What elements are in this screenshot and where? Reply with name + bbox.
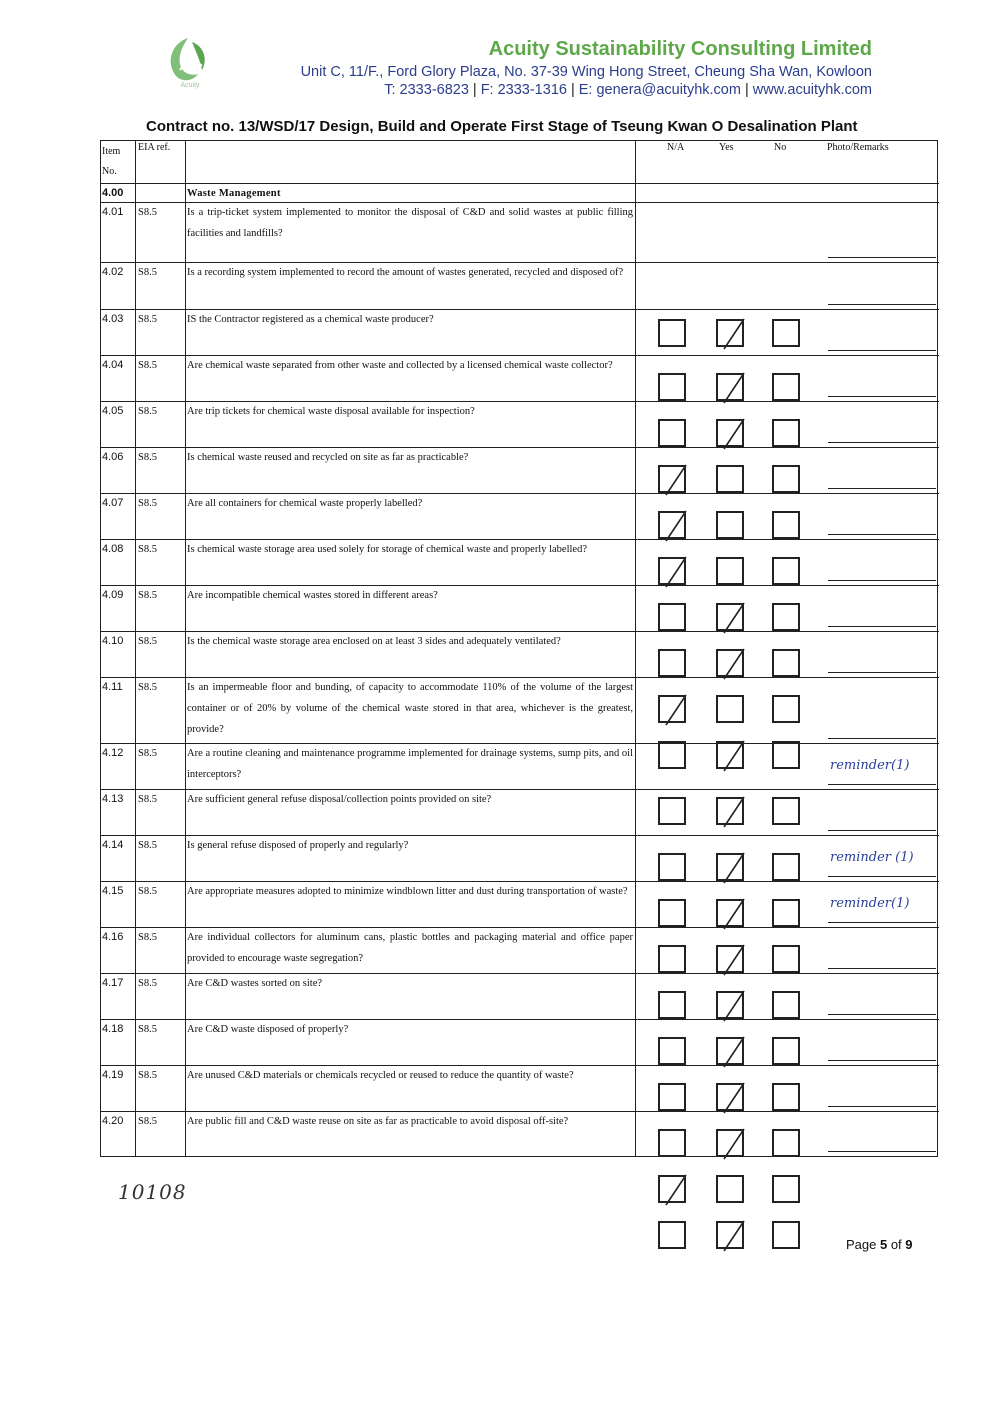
checkbox-yes[interactable] [716,853,744,881]
question-text: Are sufficient general refuse disposal/collection points provided on site? [187,794,492,805]
question-text: Is an impermeable floor and bunding, of capacity to accommodate 110% of the volume of the largest container or of 20% by volume of the chemical waste stored in that area, whichever is the greatest, provide? [187,682,633,735]
item-number: 4.01 [102,206,124,218]
header-yes: Yes [719,142,734,153]
item-number: 4.05 [102,405,124,417]
eia-reference: S8.5 [138,406,157,417]
checkbox-yes[interactable] [716,373,744,401]
remarks-line[interactable] [828,1106,936,1107]
question-text: Is general refuse disposed of properly and regularly? [187,840,409,851]
eia-reference: S8.5 [138,886,157,897]
eia-reference: S8.5 [138,267,157,278]
header-eia-ref: EIA ref. [138,142,171,153]
remarks-line[interactable] [828,488,936,489]
question-text: Are all containers for chemical waste properly labelled? [187,498,423,509]
checkbox-na[interactable] [658,511,686,539]
checkbox-na[interactable] [658,1037,686,1065]
eia-reference: S8.5 [138,840,157,851]
fax: F: 2333-1316 [480,82,567,98]
item-number: 4.15 [102,885,124,897]
question-text: Are unused C&D materials or chemicals recycled or reused to reduce the quantity of waste? [187,1070,574,1081]
checkbox-no[interactable] [772,1037,800,1065]
checkbox-na[interactable] [658,557,686,585]
separator: | [472,82,477,98]
item-number: 4.04 [102,359,124,371]
eia-reference: S8.5 [138,794,157,805]
column-divider [135,141,136,1156]
checkbox-no[interactable] [772,991,800,1019]
website: www.acuityhk.com [752,82,872,98]
phone: T: 2333-6823 [384,82,469,98]
checkbox-no[interactable] [772,741,800,769]
logo-caption: Acuity [180,82,200,89]
eia-reference: S8.5 [138,1070,157,1081]
column-divider [185,141,186,1156]
item-number: 4.13 [102,793,124,805]
company-address: Unit C, 11/F., Ford Glory Plaza, No. 37-39 Wing Hong Street, Cheung Sha Wan, Kowloon [300,64,872,80]
checkbox-yes[interactable] [716,419,744,447]
email: E: genera@acuityhk.com [578,82,741,98]
column-divider [635,141,636,1156]
handwritten-remark: reminder(1) [830,758,910,773]
checkbox-no[interactable] [772,319,800,347]
checkbox-na[interactable] [658,1129,686,1157]
eia-reference: S8.5 [138,682,157,693]
item-number: 4.08 [102,543,124,555]
question-text: Are incompatible chemical wastes stored in different areas? [187,590,438,601]
header-na: N/A [667,142,685,153]
remarks-line[interactable] [828,626,936,627]
checkbox-no[interactable] [772,899,800,927]
checkbox-na[interactable] [658,991,686,1019]
checkbox-no[interactable] [772,419,800,447]
remarks-line[interactable] [828,830,936,831]
company-logo [152,30,222,102]
item-number: 4.11 [102,681,123,693]
handwritten-remark: reminder (1) [830,850,914,865]
item-number: 4.16 [102,931,124,943]
checkbox-yes[interactable] [716,1175,744,1203]
checkbox-no[interactable] [772,1083,800,1111]
question-text: IS the Contractor registered as a chemical waste producer? [187,314,434,325]
eia-reference: S8.5 [138,452,157,463]
eia-reference: S8.5 [138,748,157,759]
question-text: Is chemical waste reused and recycled on site as far as practicable? [187,452,469,463]
checkbox-yes[interactable] [716,1037,744,1065]
checkbox-na[interactable] [658,319,686,347]
question-text: Are C&D waste disposed of properly? [187,1024,349,1035]
checkbox-na[interactable] [658,1083,686,1111]
item-number: 4.02 [102,266,124,278]
item-number: 4.14 [102,839,124,851]
page-current: 5 [879,1237,888,1252]
header-no-col: No [774,142,787,153]
checkbox-yes[interactable] [716,465,744,493]
question-text: Are public fill and C&D waste reuse on site as far as practicable to avoid disposal off-site? [187,1116,569,1127]
separator: | [570,82,575,98]
eia-reference: S8.5 [138,636,157,647]
checkbox-yes[interactable] [716,319,744,347]
remarks-line[interactable] [828,304,936,305]
item-number: 4.07 [102,497,124,509]
remarks-line[interactable] [828,1060,936,1061]
eia-reference: S8.5 [138,590,157,601]
section-title: Waste Management [187,188,281,199]
checkbox-na[interactable] [658,899,686,927]
question-text: Are individual collectors for aluminum cans, plastic bottles and packaging material and office paper provided to encourage waste segregation? [187,932,633,964]
item-number: 4.19 [102,1069,124,1081]
page-number [846,1237,913,1252]
checkbox-na[interactable] [658,465,686,493]
checkbox-na[interactable] [658,419,686,447]
item-number: 4.06 [102,451,124,463]
section-number: 4.00 [102,187,124,199]
handwritten-note: 10108 [118,1180,187,1204]
checkbox-na[interactable] [658,797,686,825]
checkbox-yes[interactable] [716,741,744,769]
item-number: 4.12 [102,747,124,759]
remarks-line[interactable] [828,672,936,673]
question-text: Is a recording system implemented to record the amount of wastes generated, recycled and disposed of? [187,267,624,278]
checkbox-yes[interactable] [716,603,744,631]
remarks-line[interactable] [828,534,936,535]
checkbox-no[interactable] [772,1221,800,1249]
question-text: Are C&D wastes sorted on site? [187,978,323,989]
checkbox-yes[interactable] [716,557,744,585]
question-text: Are trip tickets for chemical waste disposal available for inspection? [187,406,475,417]
eia-reference: S8.5 [138,932,157,943]
checkbox-yes[interactable] [716,511,744,539]
checkbox-na[interactable] [658,603,686,631]
checkbox-yes[interactable] [716,1221,744,1249]
header-item: Item [102,146,121,157]
remarks-line[interactable] [828,580,936,581]
checkbox-no[interactable] [772,465,800,493]
item-number: 4.20 [102,1115,124,1127]
eia-reference: S8.5 [138,978,157,989]
item-number: 4.10 [102,635,124,647]
remarks-line[interactable] [828,1014,936,1015]
checkbox-na[interactable] [658,945,686,973]
checkbox-no[interactable] [772,1175,800,1203]
checkbox-no[interactable] [772,373,800,401]
checkbox-yes[interactable] [716,1129,744,1157]
item-number: 4.18 [102,1023,124,1035]
page-total: 9 [905,1237,913,1252]
item-number: 4.17 [102,977,124,989]
remarks-line[interactable] [828,876,936,877]
checkbox-na[interactable] [658,373,686,401]
eia-reference: S8.5 [138,544,157,555]
checkbox-no[interactable] [772,557,800,585]
checkbox-na[interactable] [658,695,686,723]
checkbox-no[interactable] [772,603,800,631]
question-text: Are chemical waste separated from other waste and collected by a licensed chemical waste collector? [187,360,613,371]
checkbox-yes[interactable] [716,991,744,1019]
company-contact [384,82,872,98]
checkbox-na[interactable] [658,1175,686,1203]
checkbox-na[interactable] [658,853,686,881]
checkbox-no[interactable] [772,853,800,881]
checkbox-na[interactable] [658,741,686,769]
eia-reference: S8.5 [138,207,157,218]
checkbox-na[interactable] [658,1221,686,1249]
checkbox-no[interactable] [772,695,800,723]
checkbox-na[interactable] [658,649,686,677]
item-number: 4.09 [102,589,124,601]
checkbox-yes[interactable] [716,695,744,723]
page-prefix: Page [846,1237,880,1252]
checkbox-no[interactable] [772,1129,800,1157]
checkbox-yes[interactable] [716,899,744,927]
eia-reference: S8.5 [138,314,157,325]
page-of: of [887,1237,906,1252]
separator: | [744,82,749,98]
remarks-line[interactable] [828,442,936,443]
checkbox-yes[interactable] [716,649,744,677]
checkbox-no[interactable] [772,649,800,677]
checkbox-yes[interactable] [716,945,744,973]
header-remarks: Photo/Remarks [827,142,889,153]
remarks-line[interactable] [828,1151,936,1152]
checkbox-no[interactable] [772,797,800,825]
remarks-line[interactable] [828,738,936,739]
question-text: Is chemical waste storage area used solely for storage of chemical waste and properly labelled? [187,544,587,555]
question-text: Is a trip-ticket system implemented to monitor the disposal of C&D and solid wastes at public filling facilities and landfills? [187,207,633,239]
contract-title: Contract no. 13/WSD/17 Design, Build and Operate First Stage of Tseung Kwan O Desalination Plant [146,118,858,135]
handwritten-remark: reminder(1) [830,896,910,911]
checklist-table [100,140,938,1157]
question-text: Are appropriate measures adopted to minimize windblown litter and dust during transportation of waste? [187,886,628,897]
header-no: No. [102,166,117,177]
remarks-line[interactable] [828,968,936,969]
item-number: 4.03 [102,313,124,325]
question-text: Is the chemical waste storage area enclosed on at least 3 sides and adequately ventilated? [187,636,561,647]
remarks-line[interactable] [828,257,936,258]
remarks-line[interactable] [828,396,936,397]
checkbox-no[interactable] [772,511,800,539]
company-name: Acuity Sustainability Consulting Limited [488,38,872,60]
eia-reference: S8.5 [138,1116,157,1127]
checkbox-yes[interactable] [716,1083,744,1111]
eia-reference: S8.5 [138,498,157,509]
remarks-line[interactable] [828,922,936,923]
remarks-line[interactable] [828,784,936,785]
checkbox-yes[interactable] [716,797,744,825]
eia-reference: S8.5 [138,1024,157,1035]
checkbox-no[interactable] [772,945,800,973]
eia-reference: S8.5 [138,360,157,371]
question-text: Are a routine cleaning and maintenance programme implemented for drainage systems, sump pits, and oil interceptors? [187,748,633,780]
remarks-line[interactable] [828,350,936,351]
